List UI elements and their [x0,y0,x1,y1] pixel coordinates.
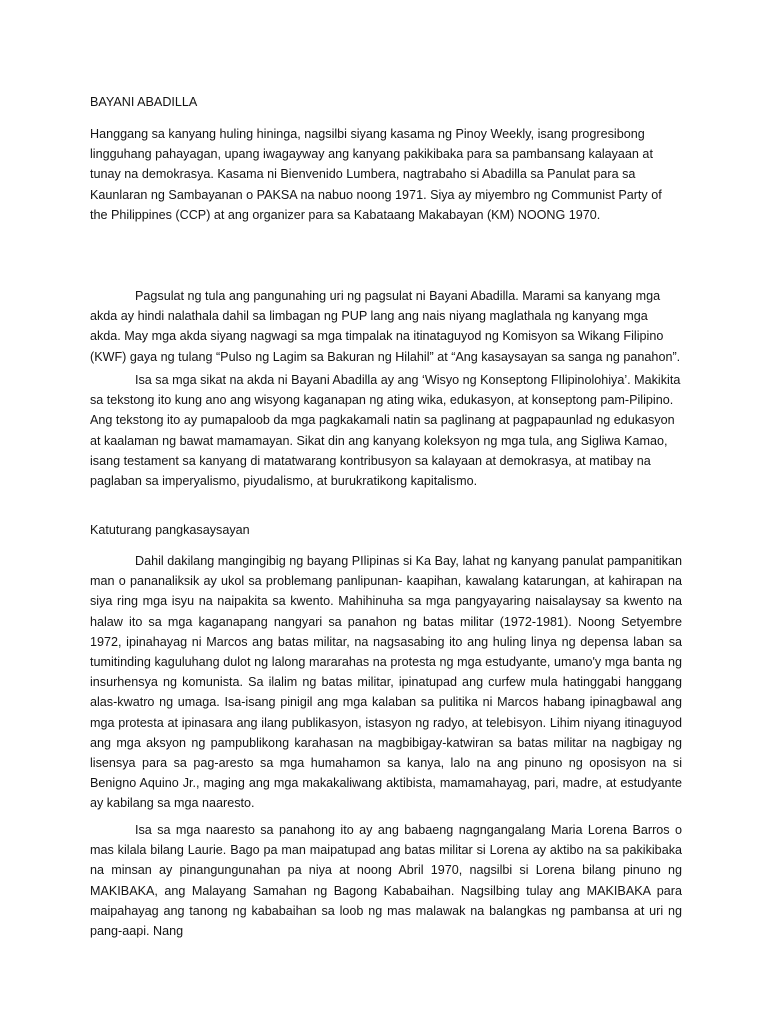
paragraph-famous-works: Isa sa mga sikat na akda ni Bayani Abadilla ay ang ‘Wisyo ng Konseptong FIlipinolohiya’. Makikita sa tekstong ito kung ano ang wisyong kaganapan ng ating wika, edukasyon, at konseptong pam-Pilipino. Ang tekstong ito ay pumapaloob da mga pagkakamali natin sa paglinang at pagpapaunlad ng edukasyon at kaalaman ng bawat mamamayan. Sikat din ang kanyang koleksyon ng mga tula, ang Sigliwa Kamao, isang testament sa kanyang di matatwarang kontribusyon sa kalayaan at demokrasya, at matibay na paglaban sa imperyalismo, piyudalismo, at burukratikong kapitalismo. [90,373,681,489]
paragraph-poetry: Pagsulat ng tula ang pangunahing uri ng pagsulat ni Bayani Abadilla. Marami sa kanyang mga akda ay hindi nalathala dahil sa limbagan ng PUP lang ang nais niyang maglathala ng kanyang mga akda. May mga akda siyang nagwagi sa mga timpalak na itinataguyod ng Komisyon sa Wikang Filipino (KWF) gaya ng tulang “Pulso ng Lagim sa Bakuran ng Hilahil” at “Ang kasaysayan sa sanga ng panahon”. [90,289,681,364]
section-heading: Katuturang pangkasaysayan [90,523,250,537]
paragraph-intro: Hanggang sa kanyang huling hininga, nagsilbi siyang kasama ng Pinoy Weekly, isang progresibong lingguhang pahayagan, upang iwagayway ang kanyang pakikibaka para sa pambansang kalayaan at tunay na demokrasya. Kasama ni Bienvenido Lumbera, nagtrabaho si Abadilla sa Panulat para sa Kaunlaran ng Sambayanan o PAKSA na nabuo noong 1971. Siya ay miyembro ng Communist Party of the Philippines (CCP) at ang organizer para sa Kabataang Makabayan (KM) NOONG 1970. [90,127,662,222]
paragraph-lorena-barros: Isa sa mga naaresto sa panahong ito ay ang babaeng nagngangalang Maria Lorena Barros o mas kilala bilang Laurie. Bago pa man maipatupad ang batas militar si Lorena ay aktibo na sa pakikibaka na minsan ay pinangungunahan pa niya at noong Abril 1970, nagsilbi si Lorena bilang pinuno ng MAKIBAKA, ang Malayang Samahan ng Bagong Kababaihan. Nagsilbing tulay ang MAKIBAKA para maipahayag ang tanong ng kababaihan sa loob ng mas malawak na balangkas ng pambansa at uri ng pang-aapi. Nang [90,823,682,939]
document-title: BAYANI ABADILLA [90,95,198,109]
paragraph-historical-context: Dahil dakilang mangingibig ng bayang PIlipinas si Ka Bay, lahat ng kanyang panulat pampanitikan man o pananaliksik ay ukol sa problemang panlipunan- kaapihan, kawalang katarungan, at kahirapan na siya ring mga isyu na naipakita sa kwento. Mahihinuha sa mga pangyayaring naisalaysay sa kwento na halaw ito sa mga kaganapang nangyari sa panahon ng batas militar (1972-1981). Noong Setyembre 1972, ipinahayag ni Marcos ang batas militar, na nagsasabing ito ang huling linya ng depensa laban sa tumitinding kaguluhang dulot ng lalong mararahas na protesta ng mga estudyante, umano'y mga banta ng insurhensya ng komunista. Sa ilalim ng batas militar, ipinatupad ang curfew mula hatinggabi hanggang alas-kwatro ng umaga. Isa-isang pinigil ang mga kalaban sa pulitika ni Marcos habang ipinagbawal ang mga protesta at ipinasara ang ilang publikasyon, istasyon ng radyo, at telebisyon. Lihim niyang itinaguyod ang mga aksyon ng pampublikong karahasan na magbibigay-katwiran sa batas militar na nagbigay ng lisensya para sa pag-aresto sa mga humahamon sa kanya, lalo na ang pinuno ng oposisyon na si Benigno Aquino Jr., maging ang mga makakaliwang aktibista, mamamahayag, pari, madre, at estudyante ay kabilang sa mga naaresto. [90,554,682,811]
